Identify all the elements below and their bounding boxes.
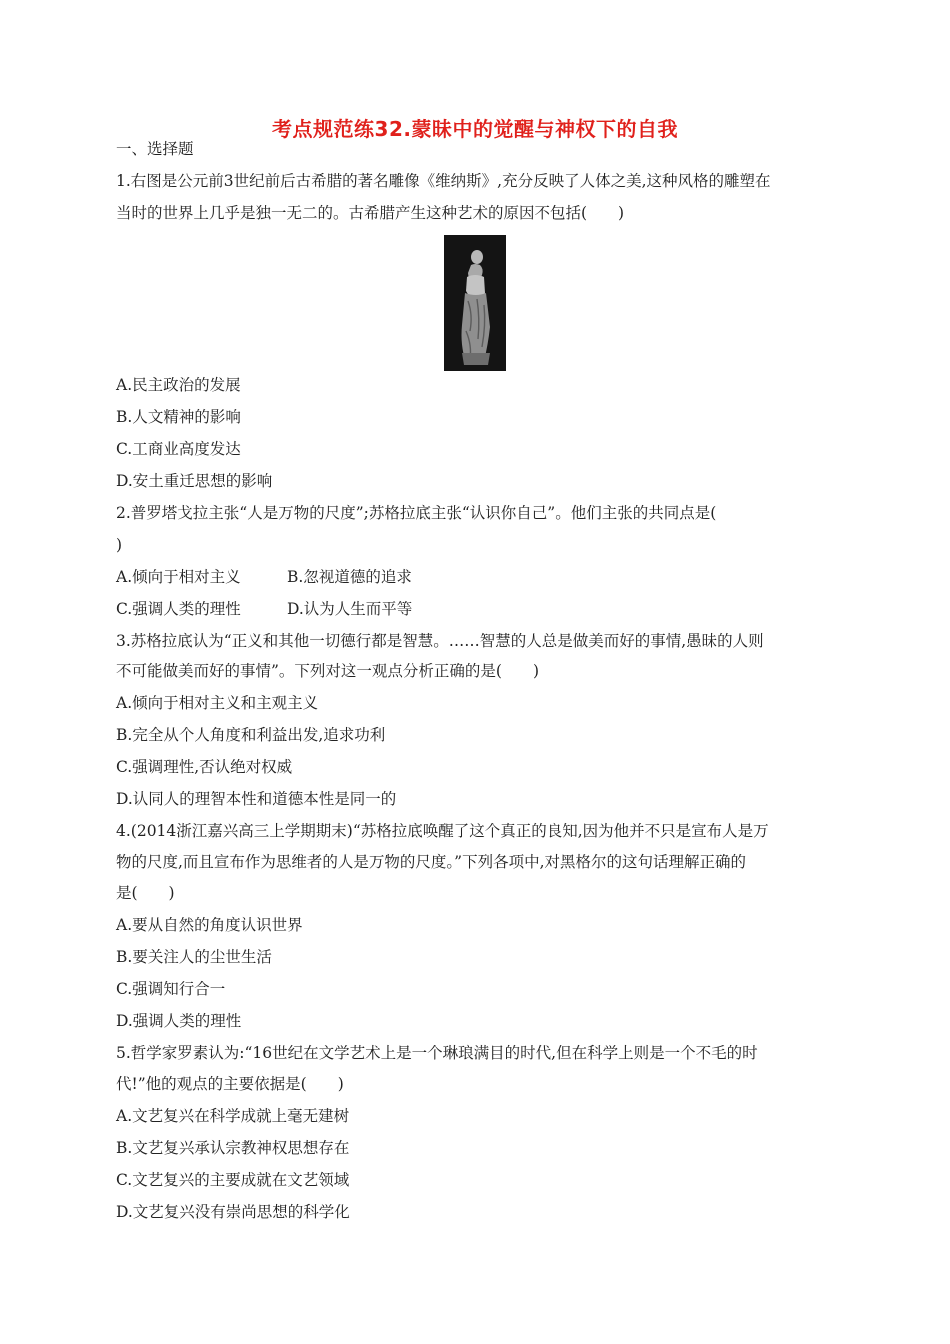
q4-option-a: A.要从自然的角度认识世界 — [116, 916, 303, 934]
q3-option-c: C.强调理性,否认绝对权威 — [116, 758, 293, 776]
q5-stem-line2: 代!”他的观点的主要依据是( ) — [116, 1075, 344, 1093]
q2-option-d: D.认为人生而平等 — [287, 600, 413, 618]
q2-option-b: B.忽视道德的追求 — [287, 568, 412, 586]
q1-option-d: D.安土重迁思想的影响 — [116, 472, 273, 490]
q1-option-a: A.民主政治的发展 — [116, 376, 241, 394]
q3-stem-line2: 不可能做美而好的事情”。下列对这一观点分析正确的是( ) — [116, 662, 540, 680]
q5-option-b: B.文艺复兴承认宗教神权思想存在 — [116, 1139, 350, 1157]
q2-option-a: A.倾向于相对主义 — [116, 568, 241, 586]
q2-stem-line1: 2.普罗塔戈拉主张“人是万物的尺度”;苏格拉底主张“认识你自己”。他们主张的共同点是( — [116, 504, 717, 522]
q1-option-c: C.工商业高度发达 — [116, 440, 241, 458]
q4-stem-line3: 是( ) — [116, 884, 175, 902]
q4-option-c: C.强调知行合一 — [116, 980, 226, 998]
q2-stem-line2: ) — [116, 536, 123, 554]
q2-option-c: C.强调人类的理性 — [116, 600, 241, 618]
q1-option-b: B.人文精神的影响 — [116, 408, 241, 426]
q5-option-d: D.文艺复兴没有崇尚思想的科学化 — [116, 1203, 350, 1221]
q3-option-b: B.完全从个人角度和利益出发,追求功利 — [116, 726, 386, 744]
section-heading: 一、选择题 — [116, 140, 194, 158]
q4-stem-line2: 物的尺度,而且宣布作为思维者的人是万物的尺度。”下列各项中,对黑格尔的这句话理解正确的 — [116, 853, 747, 871]
q3-stem-line1: 3.苏格拉底认为“正义和其他一切德行都是智慧。……智慧的人总是做美而好的事情,愚昧的人则 — [116, 632, 764, 650]
q3-option-a: A.倾向于相对主义和主观主义 — [116, 694, 319, 712]
q5-option-c: C.文艺复兴的主要成就在文艺领域 — [116, 1171, 350, 1189]
q4-option-d: D.强调人类的理性 — [116, 1012, 242, 1030]
q3-option-d: D.认同人的理智本性和道德本性是同一的 — [116, 790, 397, 808]
q4-option-b: B.要关注人的尘世生活 — [116, 948, 272, 966]
q1-stem-line2: 当时的世界上几乎是独一无二的。古希腊产生这种艺术的原因不包括( ) — [116, 204, 625, 222]
q5-option-a: A.文艺复兴在科学成就上毫无建树 — [116, 1107, 350, 1125]
q1-stem-line1: 1.右图是公元前3世纪前后古希腊的著名雕像《维纳斯》,充分反映了人体之美,这种风格的雕塑在 — [116, 172, 771, 190]
page-title: 考点规范练32.蒙昧中的觉醒与神权下的自我 — [272, 117, 678, 141]
venus-statue-image — [444, 235, 506, 371]
q5-stem-line1: 5.哲学家罗素认为:“16世纪在文学艺术上是一个琳琅满目的时代,但在科学上则是一个不毛的时 — [116, 1044, 758, 1062]
q4-stem-line1: 4.(2014浙江嘉兴高三上学期期末)“苏格拉底唤醒了这个真正的良知,因为他并不只是宣布人是万 — [116, 822, 769, 840]
